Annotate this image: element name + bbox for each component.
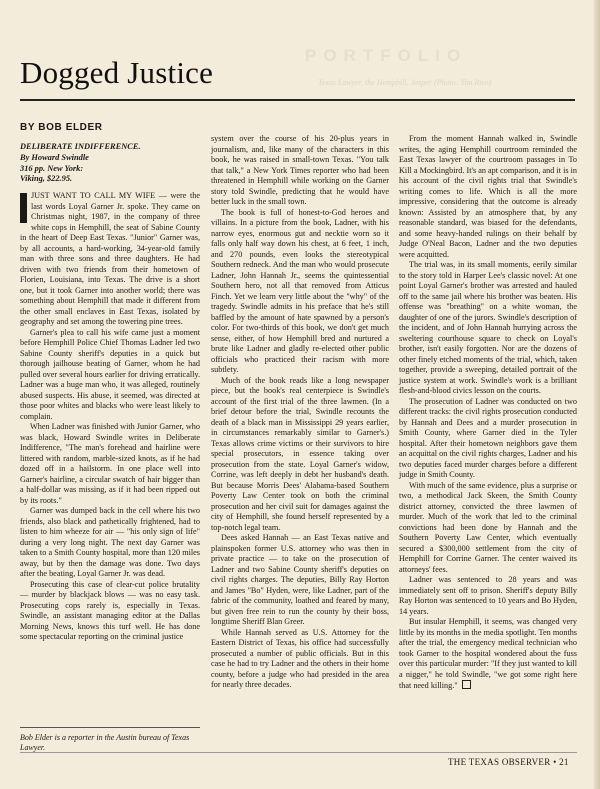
paragraph: Garner's plea to call his wife came just a moment before Hemphill Police Chief Thomas Ladner led two Sabine County sheriff's deputies in a quick but thorough jailhouse beating of Garner, whom he had pulled over several hours earlier for driving erratically. Ladner was a huge man who, it was alleged, routinely abused suspects. His abuse, it seemed, was directed at those poor whites and blacks who were least likely to complain. <box>20 327 200 421</box>
headline-rule <box>20 99 575 101</box>
footnote-rule <box>20 727 200 728</box>
paragraph: When Ladner was finished with Junior Garner, who was black, Howard Swindle writes in Deliberate Indifference, "The man's forehead and hairline were littered with random, marble-sized knots, as if he had dozed off in a hailstorm. In one place well into Garner's hairline, a circular swatch of hair bigger than a half-dollar was missing, as if it had been ripped out by its roots." <box>20 422 200 505</box>
drop-cap-mark <box>20 193 27 223</box>
bleed-through-masthead: PORTFOLIO <box>305 46 468 65</box>
book-publisher: Viking, $22.95. <box>20 174 73 184</box>
paragraph: Dees asked Hannah — an East Texas native and plainspoken former U.S. attorney who was then in private practice — to take on the prosecution of Ladner and two Sabine County sheriff's deputies on civil rights charges. The deputies, Billy Ray Horton and James "Bo" Hyden, were, like Ladner, part of the fabric of the community, loathed and feared by many, but given free rein to run the county by their boss, longtime Sheriff Blan Greer. <box>211 533 389 626</box>
footer-rule <box>20 752 577 753</box>
paragraph: The trial was, in its small moments, eerily similar to the story told in Harper Lee's classic novel: At one point Loyal Garner's brother was arrested and hauled off to the same jail where his brother was beaten. His offense was "breathing" on a white woman, the daughter of one of the jurors. Swindle's description of the incident, and of John Hannah hurrying across the sweltering courthouse square to check on Loyal's brother, isn't easily forgotten. Nor are the dozens of other finely etched moments of the trial, which, taken together, provide a sweeping, detailed portrait of the justice system at work. Swindle's work is a brilliant flesh-and-blood civics lesson on the courts. <box>399 260 577 395</box>
paragraph: Ladner was sentenced to 28 years and was immediately sent off to prison. Sheriff's deputy Billy Ray Horton was sentenced to 10 years and Bo Hyden, 14 years. <box>399 575 577 616</box>
bleed-through-caption: Texas Lawyer, the Hemphill, Jasper (Photo: Tim Rice) <box>318 78 492 87</box>
book-pages: 316 pp. New York: <box>20 163 84 173</box>
paragraph: Much of the book reads like a long newspaper piece, but the book's real centerpiece is Swindle's account of the first trial of the three lawmen. (In a brief detour before the trial, Swindle recounts the death of a black man in Mississippi 29 years earlier, in circumstances remarkably similar to Garner's.) Texas allows crime victims or their survivors to hire special prosecutors, in essence taking over prosecution from the state. Loyal Garner's widow, Corrine, was left deeply in debt her husband's death. But because Morris Dees' Alabama-based Southern Poverty Law Center took on both the criminal prosecution and her civil suit for damages against the city of Hemphill, she found herself represented by a top-notch legal team. <box>211 375 389 532</box>
paragraph: JUST WANT TO CALL MY WIFE — were the last words Loyal Garner Jr. spoke. They came on Christmas night, 1987, in the company of three white cops in Hemphill, the seat of Sabine County in the heart of Deep East Texas. "Junior" Garner was, by all accounts, a hard-working, 34-year-old family man with three sons and three daughters. He had driven with two friends from their hometown of Florien, Louisiana, into Texas. The drive is a short one, but it took Garner into another world; there was something about Hemphill that made it different from the other small enclaves in East Texas, isolated by geography and set among the towering pine trees. <box>20 191 200 327</box>
page-folio: THE TEXAS OBSERVER • 21 <box>448 757 569 767</box>
column-2 <box>211 134 389 691</box>
paragraph: But insular Hemphill, it seems, was changed very little by its months in the media spotlight. Ten months after the trial, the emergency medical technician who took Garner to the hospital wondered about the fuss over this particular murder: "If they just wanted to kill a nigger," he told Swindle, "we got some right here that need killing." <box>399 617 577 690</box>
paragraph: Prosecuting this case of clear-cut police brutality — murder by blackjack blows — was no easy task. Prosecuting cops rarely is, especially in Texas. Swindle, an assistant managing editor at the Dallas Morning News, knows this turf well. He has done some spectacular reporting on the criminal justice <box>20 579 200 642</box>
end-mark-icon <box>462 680 471 689</box>
paragraph: From the moment Hannah walked in, Swindle writes, the aging Hemphill courtroom reminded the East Texas lawyer of the courtroom passages in To Kill a Mockingbird. It's an apt comparison, and it is in his account of the civil rights trial that Swindle's writing comes to life. Which is all the more impressive, considering that the outcome is already known: Assisted by an atmosphere that, by any reasonable standard, was biased for the defendants, and some heavy-handed rulings on their behalf by Judge O'Neal Bacon, Ladner and the two deputies were acquitted. <box>399 134 577 259</box>
byline: BY BOB ELDER <box>20 122 103 133</box>
column-1 <box>20 142 200 643</box>
paragraph: system over the course of his 20-plus years in journalism, and, like many of the characters in this book, he was raised in small-town Texas. "You talk that talk," a New York Times reporter who had been threatened in Hemphill while working on the Garner story told Swindle, predicting that he would have better luck in the small town. <box>211 134 389 206</box>
paragraph: The book is full of honest-to-God heroes and villains. In a picture from the book, Ladner, with his narrow eyes, enormous gut and necktie worn so it falls only half way down his chest, at 6 feet, 1 inch, and 270 pounds, even looks the stereotypical Southern redneck. And the man who would prosecute Ladner, John Hannah Jr., seems the quintessential Southern hero, not all that removed from Atticus Finch. Yet we learn very little about the "why" of the tragedy. Swindle admits in his preface that he's still baffled by the amount of hate spawned by a person's color. For two-thirds of this book, we don't get much sense, either, of how Hemphill bred and nurtured a brute like Ladner and gladly re-elected other public officials who practiced their racism with more subtlety. <box>211 207 389 374</box>
paragraph: While Hannah served as U.S. Attorney for the Eastern District of Texas, his office had successfully prosecuted a number of public officials. But in this case he had to try Ladner and the others in their home county, before a judge who had presided in the area for nearly three decades. <box>211 627 389 689</box>
article-headline: Dogged Justice <box>20 55 214 90</box>
paragraph: With much of the same evidence, plus a surprise or two, a methodical Jack Skeen, the Smith County district attorney, convicted the three lawmen of murder. Much of the work that led to the criminal convictions had been done by Hannah and the Southern Poverty Law Center, which eventually secured a $300,000 settlement from the city of Hemphill for Corrine Garner. The center waived its attorneys' fees. <box>399 480 577 574</box>
paragraph: Garner was dumped back in the cell where his two friends, also black and pathetically frightened, had to listen to him wheeze for air — "his only sign of life" during a very long night. The next day Garner was taken to a Smith County hospital, more than 120 miles away, but by then the damage was done. Two days after the beating, Loyal Garner Jr. was dead. <box>20 506 200 579</box>
page-edge <box>594 0 600 789</box>
column-3 <box>399 134 577 692</box>
book-title: DELIBERATE INDIFFERENCE. <box>20 142 141 151</box>
book-info <box>20 142 200 185</box>
author-bio: Bob Elder is a reporter in the Austin bureau of Texas Lawyer. <box>20 733 190 752</box>
book-author: By Howard Swindle <box>20 152 89 162</box>
paragraph: The prosecution of Ladner was conducted on two different tracks: the civil rights prosecution conducted by Hannah and Dees and a murder prosecution in Smith County, where Garner died in the Tyler hospital. After their hometown neighbors gave them an acquittal on the civil rights charges, Ladner and his two deputies faced murder charges before a different judge in Smith County. <box>399 396 577 479</box>
